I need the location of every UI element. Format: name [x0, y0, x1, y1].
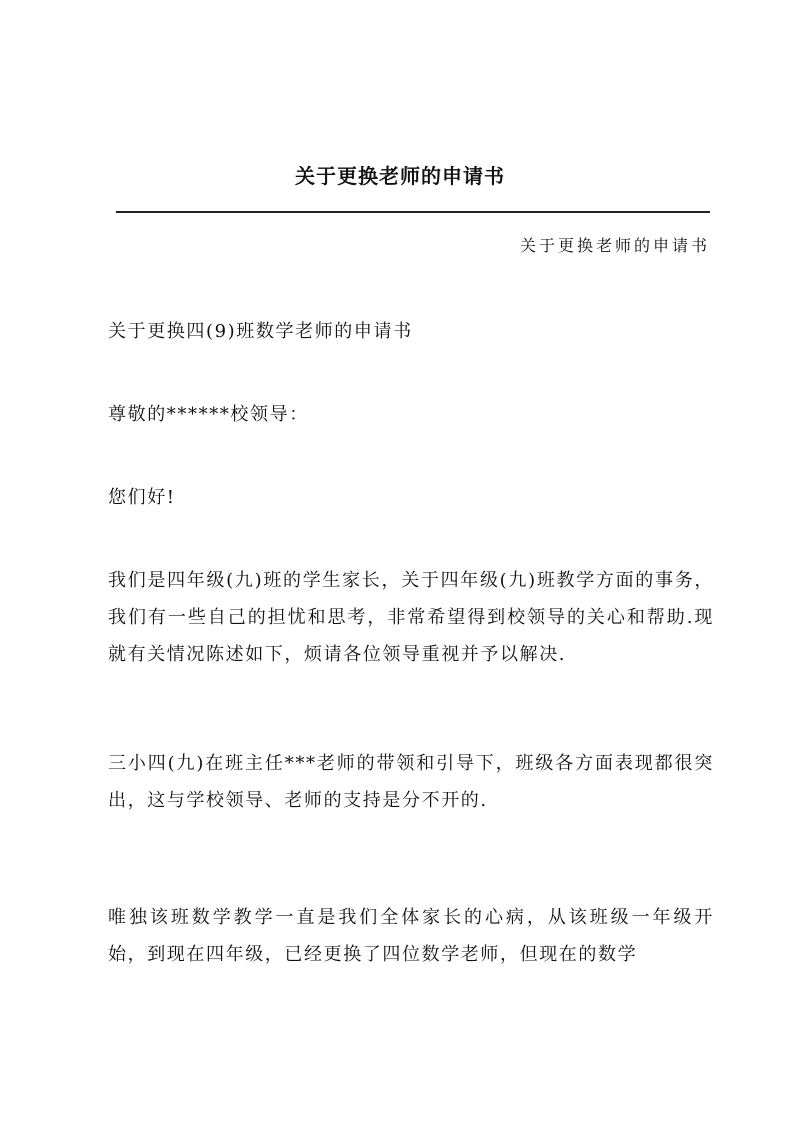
document-title: 关于更换老师的申请书 [295, 164, 505, 188]
document-subtitle: 关于更换老师的申请书 [519, 236, 710, 255]
title-divider [116, 211, 710, 213]
paragraph-salutation: 尊敬的******校领导： [108, 404, 309, 425]
paragraph-intro: 我们是四年级(九)班的学生家长，关于四年级(九)班教学方面的事务，我们有一些自己的担忧和思考，非常希望得到校领导的关心和帮助.现就有关情况陈述如下，烦请各位领导重视并予以解决. [108, 570, 714, 665]
paragraph-heading: 关于更换四(9)班数学老师的申请书 [108, 321, 413, 342]
paragraph-class-performance: 三小四(九)在班主任***老师的带领和引导下，班级各方面表现都很突出，这与学校领导、老师的支持是分不开的. [108, 753, 714, 811]
paragraph-greeting: 您们好! [108, 487, 176, 508]
paragraph-math-concern: 唯独该班数学教学一直是我们全体家长的心病，从该班级一年级开始，到现在四年级，已经更换了四位数学老师，但现在的数学 [108, 907, 714, 965]
